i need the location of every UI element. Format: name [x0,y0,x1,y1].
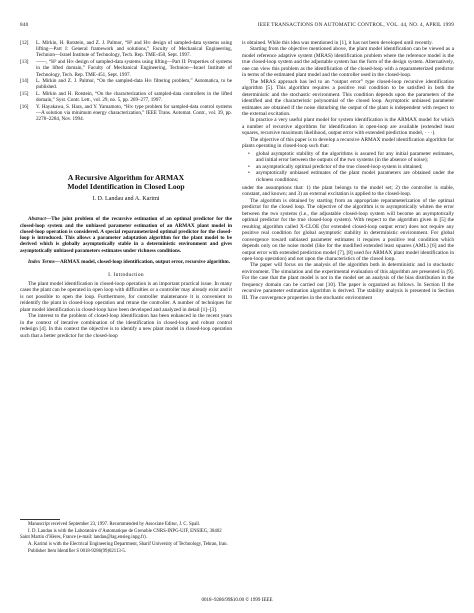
reference-item: [13] ——, “H² and H∞ design of sampled-data systems using lifting—Part II: Properties of systems in the lifted domain,” Faculty of Mechanical Engineering, Technion—Israel Institute of Technology, Tech. Rep. TME-451, Sept. 1997. [20,59,232,78]
abstract: Abstract—The joint problem of the recursive estimation of an optimal predictor for the closed-loop system and the unbiased parameter estimation of an ARMAX plant model in closed-loop operation is considered. A special reparameterized optimal predictor for the closed-loop is introduced. This allows a parameter adaptation algorithm for the plant model to be derived which is globally asymptotically stable in a deterministic environment and gives asymptotically unbiased parameters estimates under richness conditions. [20,216,232,254]
footnote: I. D. Landau is with the Laboratoire d’Automatique de Grenoble CNRS-INPG-UJF, ENSIEG, 38402 Saint Martin d’Hères, France (e-mail: landau@lag.ensieg.inpg.fr). [20,528,222,540]
index-terms: Index Terms—ARMAX model, closed-loop identification, output error, recursive algorithm. [28,259,231,266]
body-paragraph: under the assumptions that: 1) the plant belongs to the model set; 2) the controller is stable, constant, and known; and 3) an external excitation is applied to the closed-loop. [242,184,454,198]
objective-list [242,151,454,183]
footnote-rule [20,519,60,520]
reference-item: [16] Y. Hayakawa, S. Hara, and Y. Yamamoto, “H∞ type problem for sampled-data control systems—A solution via minimum energy characterization,” IEEE Trans. Automat. Contr., vol. 39, pp. 2278–2284, Nov. 1994. [20,104,232,123]
left-column [20,40,232,339]
footnotes [20,519,232,556]
body-paragraph: The paper will focus on the analysis of the algorithm both in deterministic and in stochastic environment. The simulation and the experimental evaluation of this algorithm are presented in [9]. For the case that the plant model is not in the model set an analysis of the bias distribution in the frequency domain can be carried out [10]. The paper is organized as follows. In Section II the recursive parameter estimation algorithm is derived. The stability analysis is presented in Section III. The convergence properties in the stochastic environment [242,262,454,301]
section-heading: I. Introduction [108,271,144,278]
body-paragraph: The MRAS approach has led to an “output error” type closed-loop recursive identification algorithm [5]. This algorithm requires a positive real condition to be satisfied in both the deterministic and the stochastic environment. This condition depends upon the parameters of the identified and the characteristic polynomial of the closed loop. Asymptotic unbiased parameter estimates are obtained if the noise disturbing the output of the plant is independent with respect to the external excitation. [242,78,454,117]
body-paragraph: In practice a very useful plant model for system identification is the ARMAX model for which a number of recursive algorithms for identification in open-loop are available (extended least squares, recursive maximum likelihood, output error with extended prediction model, · · ·). [242,117,454,137]
right-column [242,40,454,301]
intro-paragraph-2: The interest to the problem of closed-loop identification has been enhanced in the recent years in the context of iterative combination of the identification in closed-loop and robust control redesign [4]. In this context the objective is to identify a new plant model in closed-loop operation such that a better predictor for the closed-loop [20,313,232,339]
footnote: A. Karimi is with the Electrical Engineering Department, Sharif University of Technology, Tehran, Iran. [28,541,228,547]
paper-title: A Recursive Algorithm for ARMAX Model Identification in Closed Loop [67,172,185,192]
page-number: 840 [20,22,29,28]
reference-item: [14] L. Mirkin and Z. J. Palmor, “On the sampled-data H∞ filtering problem,” Automatica, to be published. [20,78,232,91]
reference-item: [15] L. Mirkin and H. Rotstein, “On the characterization of sampled-data controllers in the lifted domain,” Syst. Contr. Lett., vol. 29, no. 5, pp. 269–277, 1997. [20,91,232,104]
body-paragraph: Starting from the objective mentioned above, the plant model identification can be viewed as a model reference adaptive system (MRAS) identification problem where the reference model is the true closed-loop system and the adjustable system has the form of the design system. Alternatively, one can view this problem as the identification of the closed-loop with a reparameterized predictor in terms of the estimated plant model and the controller used in the closed-loop. [242,46,454,79]
list-item: • an asymptotically optimal predictor of the true closed-loop system is obtained; [256,164,454,170]
body-paragraph: The objective of this paper is to develop a recursive ARMAX model identification algorithm for plants operating in closed-loop such that: [242,136,454,150]
reference-list [20,40,232,123]
page-header [20,22,454,32]
list-item: • asymptotically unbiased estimates of the plant model parameters are obtained under the richness conditions; [256,170,454,183]
running-title: IEEE TRANSACTIONS ON AUTOMATIC CONTROL, VOL. 44, NO. 4, APRIL 1999 [257,22,454,28]
footnote: Publisher Item Identifier S 0018-9286(99)02113-5. [28,548,127,554]
list-item: • global asymptotic stability of the algorithms is assured for any initial parameter estimates, and initial error between the outputs of the two systems (in the absence of noise); [256,151,454,164]
footnote: Manuscript received September 23, 1997. Recommended by Associate Editor, J. C. Spall. [28,522,201,527]
paper-authors: I. D. Landau and A. Karimi [92,195,160,202]
copyright-footer: 0018–9286/99$10.00 © 1999 IEEE [201,598,273,603]
body-paragraph: The algorithm is obtained by starting from an appropriate reparameterization of the optimal predictor for the closed loop. The objective of the algorithm is to asymptotically whiten the error between the two systems (i.e., the adjustable closed-loop system will become an asymptotically optimal predictor for the true closed-loop system). With respect to the algorithm given in [5] the resulting algorithm called X-CLOE (for extended closed-loop output error) does not require any positive real condition for global asymptotic stability in deterministic environment. For global convergence toward unbiased parameter estimates it requires a positive real condition which depends only on the noise model (like for the modified extended least squares (AML) [6] and the output error with extended prediction model [7], [8] used for ARMAX plant model identification in open-loop operation) and not upon the characteristics of the closed loop. [242,197,454,262]
intro-paragraph-1: The plant model identification in closed-loop operation is an important practical issue. In many cases the plant can be operated in open loop with difficulties or a controller may already exist and it is not possible to open the loop. Furthermore, for controller maintenance it is convenient to reidentify the plant in closed-loop operation and retune the controller. A number of techniques for plant model identification in closed-loop have been developed and analyzed in detail [1]–[3]. [20,281,232,313]
body-paragraph: is obtained. While this idea was mentioned in [1], it has not been developed until recently. [242,40,433,46]
reference-item: [12] L. Mirkin, H. Rotstein, and Z. J. Palmor, “H² and H∞ design of sampled-data systems using lifting—Part I: General framework and solutions,” Faculty of Mechanical Engineering, Technion—Israel Institute of Technology, Tech. Rep. TME-450, Sept. 1997. [20,40,232,59]
